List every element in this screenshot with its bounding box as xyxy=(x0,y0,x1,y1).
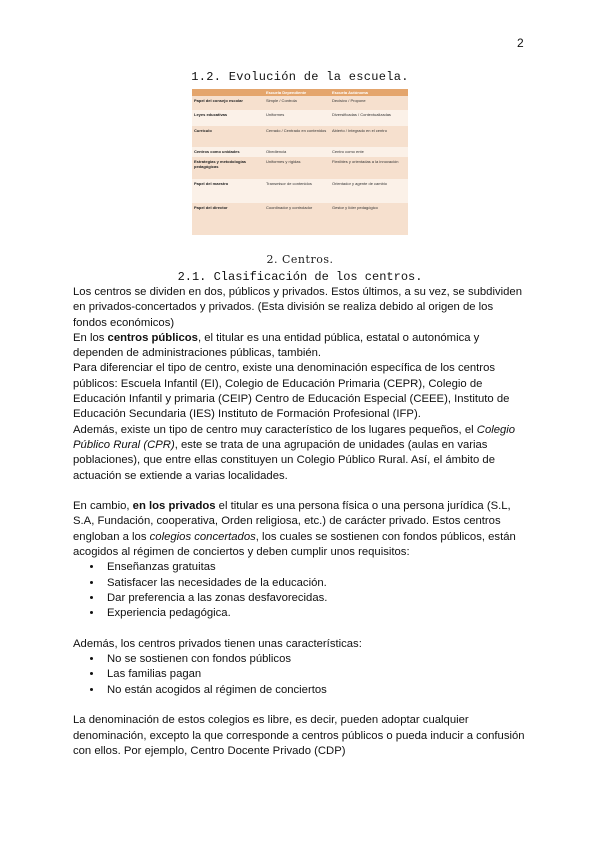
list-item: • No se sostienen con fondos públicos xyxy=(103,652,529,667)
table-cell: Orientador y agente de cambio xyxy=(330,179,408,203)
table-header-cell xyxy=(192,89,264,96)
table-cell: Papel del maestro xyxy=(192,179,264,203)
requisitos-list xyxy=(73,560,529,621)
table-cell: Abierto / Integrado en el centro xyxy=(330,126,408,147)
table-row xyxy=(192,126,408,147)
section-1-2-heading: 1.2. Evolución de la escuela. xyxy=(191,70,409,84)
paragraph: Además, los centros privados tienen unas características: xyxy=(73,637,362,650)
paragraph: Los centros se dividen en dos, públicos y privados. Estos últimos, a su vez, se subdividen en privados-concertados y privados. (Esta división se realiza debido al origen de los fondos económicos) xyxy=(73,286,522,329)
table-cell: Estrategias y metodologías pedagógicas xyxy=(192,157,264,179)
table-header-row xyxy=(192,89,408,96)
table-row xyxy=(192,157,408,179)
paragraph xyxy=(73,331,529,362)
table-cell: Centro como ente xyxy=(330,147,408,157)
list-item: • Enseñanzas gratuitas xyxy=(103,560,529,575)
table-header-cell: Escuela Autónoma xyxy=(330,89,408,96)
paragraph: La denominación de estos colegios es libre, es decir, pueden adoptar cualquier denominación, excepto la que corresponde a centros públicos o pueda inducir a confusión con ellos. Por ejemplo, Centro Docente Privado (CDP) xyxy=(73,714,525,757)
table-cell: Uniformes xyxy=(264,110,330,126)
table-cell: Cerrado / Centrado en contenidos xyxy=(264,126,330,147)
list-item: • Dar preferencia a las zonas desfavorecidas. xyxy=(103,591,529,606)
table-row xyxy=(192,96,408,110)
italic-text: Colegio Público Rural (CPR) xyxy=(73,423,516,451)
text-run: Además, existe un tipo de centro muy característico de los lugares pequeños, el xyxy=(73,423,477,436)
table-row xyxy=(192,110,408,126)
text-run: , los cuales se sostienen con fondos públicos, están acogidos al régimen de conciertos y deben cumplir unos requisitos: xyxy=(73,530,516,559)
list-item: • Experiencia pedagógica. xyxy=(103,606,529,621)
table-row xyxy=(192,147,408,157)
italic-text: colegios concertados xyxy=(149,530,256,543)
table-header-cell: Escuela Dependiente xyxy=(264,89,330,96)
table-row xyxy=(192,203,408,235)
bold-text: centros públicos xyxy=(107,331,198,344)
list-item: • Satisfacer las necesidades de la educación. xyxy=(103,576,529,591)
table-cell: Centros como unidades xyxy=(192,147,264,157)
table-cell: Leyes educativas xyxy=(192,110,264,126)
text-run: En cambio, xyxy=(73,500,133,513)
document-body xyxy=(73,285,529,759)
table-cell: Decisivo / Propone xyxy=(330,96,408,110)
table-row xyxy=(192,179,408,203)
section-2-1-heading: 2.1. Clasificación de los centros. xyxy=(177,270,423,284)
page-number: 2 xyxy=(517,36,524,50)
table-cell: Diversificadas / Contextualizadas xyxy=(330,110,408,126)
paragraph: Para diferenciar el tipo de centro, existe una denominación específica de los centros públicos: Escuela Infantil (EI), Colegio de Educación Primaria (CEPR), Colegio de Educación Infantil y primaria (CEIP) Centro de Educación Especial (CEEE), Instituto de Educación Secundaria (IES) Instituto de Formación Profesional (IFP). xyxy=(73,362,510,421)
table-cell: Papel del director xyxy=(192,203,264,235)
caracteristicas-list xyxy=(73,652,529,698)
text-run: el titular es una persona física o una persona jurídica (S.L, S.A, Fundación, cooperativa, Orden religiosa, etc.) de carácter privado. Estos centros engloban a los xyxy=(73,500,511,543)
table-cell: Simple / Controla xyxy=(264,96,330,110)
evolution-table-image xyxy=(192,89,408,235)
section-2-heading: 2. Centros. xyxy=(266,253,334,266)
paragraph xyxy=(73,499,529,560)
list-item: • Las familias pagan xyxy=(103,667,529,682)
table-cell: Papel del consejo escolar xyxy=(192,96,264,110)
bold-text: en los privados xyxy=(132,500,216,513)
list-item: • No están acogidos al régimen de conciertos xyxy=(103,683,529,698)
evolution-table xyxy=(192,89,408,235)
table-cell: Transmisor de contenidos xyxy=(264,179,330,203)
table-cell: Currículo xyxy=(192,126,264,147)
table-cell: Uniformes y rígidas xyxy=(264,157,330,179)
text-run: , este se trata de una agrupación de unidades (aulas en varias poblaciones), que entre ellas constituyen un Colegio Público Rural. Así, el ámbito de actuación se extiende a varias localidades. xyxy=(73,438,496,482)
table-cell: Obediencia xyxy=(264,147,330,157)
paragraph xyxy=(73,423,529,484)
table-cell: Coordinador y controlador xyxy=(264,203,330,235)
text-run: , el titular es una entidad pública, estatal o autonómica y dependen de administraciones públicas, también. xyxy=(73,331,480,360)
table-cell: Gestor y líder pedagógico xyxy=(330,203,408,235)
text-run: En los xyxy=(73,331,108,344)
table-cell: Flexibles y orientadas a la innovación xyxy=(330,157,408,179)
